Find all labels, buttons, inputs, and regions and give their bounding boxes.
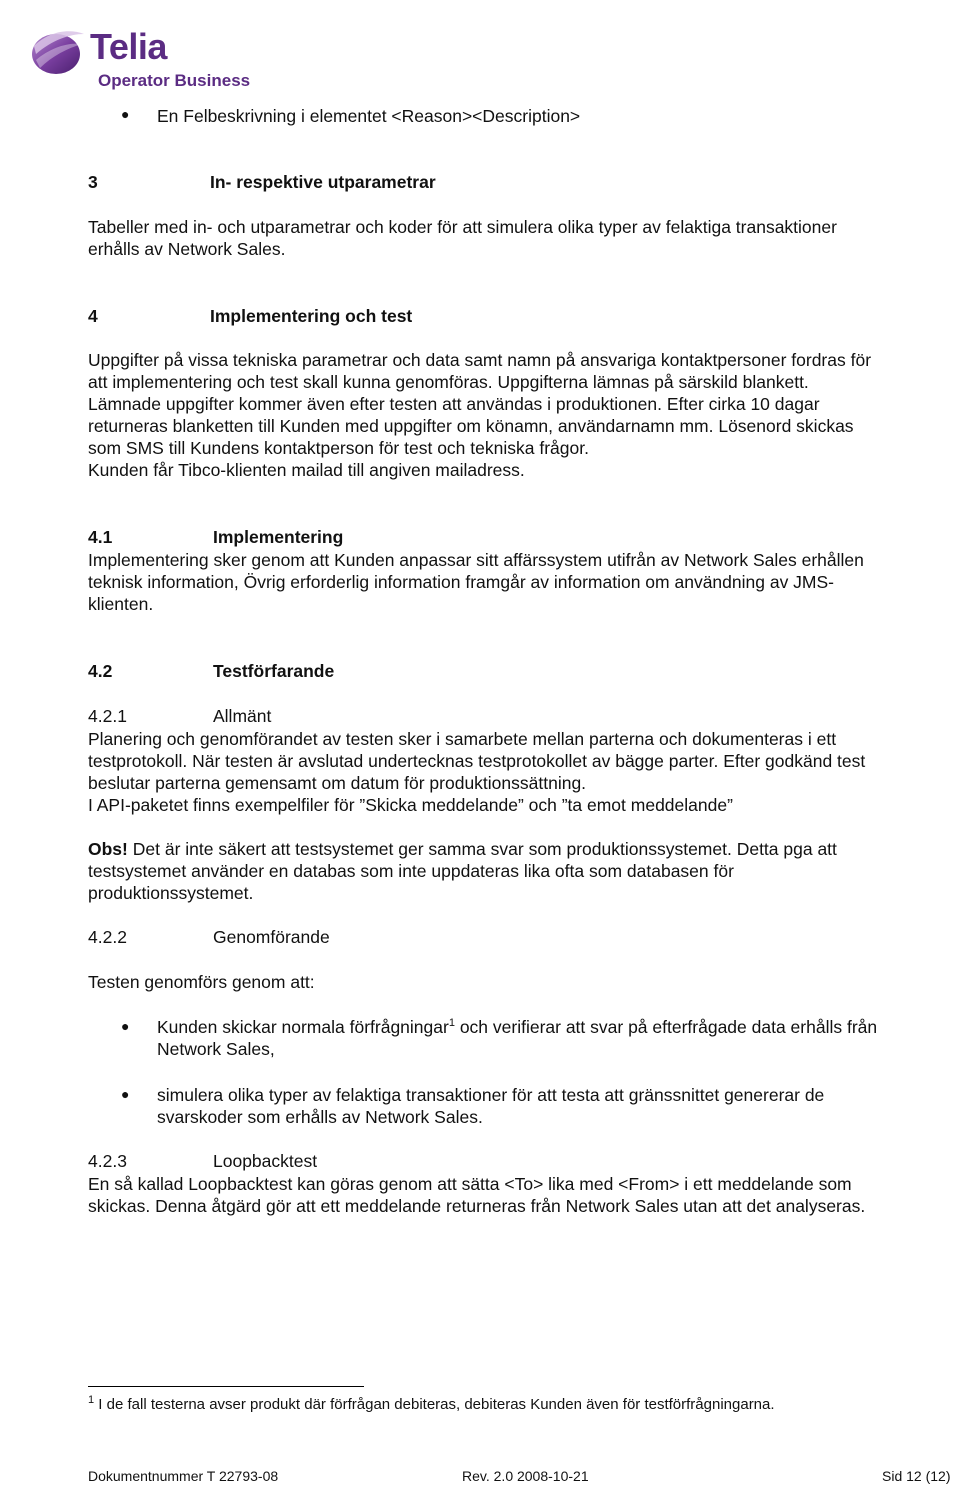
text-line: I API-paketet finns exempelfiler för ”Skicka meddelande” och ”ta emot meddelande” — [88, 795, 733, 815]
text-line: svarskoder som erhålls av Network Sales. — [157, 1107, 483, 1127]
brand-subtitle: Operator Business — [98, 71, 251, 90]
text-line: erhålls av Network Sales. — [88, 239, 286, 259]
text-line: En så kallad Loopbacktest kan göras genom att sätta <To> lika med <From> i ett meddelande som — [88, 1174, 852, 1194]
text-line: simulera olika typer av felaktiga transaktioner för att testa att gränssnittet genererar de — [157, 1085, 825, 1105]
brand-name: Telia — [90, 26, 167, 67]
text-line — [88, 838, 950, 860]
section-number: 3 — [88, 172, 98, 192]
section-title: Genomförande — [213, 927, 330, 947]
text-line: som SMS till Kundens kontaktperson för test och tekniska frågor. — [88, 438, 589, 458]
section-title: Implementering och test — [210, 306, 413, 326]
section-title: In- respektive utparametrar — [210, 172, 436, 192]
text-line: produktionssystemet. — [88, 883, 254, 903]
section-number: 4.2.1 — [88, 706, 127, 726]
section-title: Implementering — [213, 527, 344, 547]
list-item — [157, 1084, 952, 1128]
text-line: att implementering och test skall kunna genomföras. Uppgifterna lämnas på särskild blankett. — [88, 372, 809, 392]
telia-pebble-icon — [28, 20, 88, 82]
bullet-icon: ● — [121, 1086, 130, 1102]
text-run: och verifierar att svar på efterfrågade data erhålls från — [454, 1017, 878, 1037]
footnote — [88, 1396, 948, 1413]
section-number: 4.2.2 — [88, 927, 127, 947]
text-line: testprotokoll. När testen är avslutad undertecknas testprotokollet av bägge parter. Efter godkänd test — [88, 751, 866, 771]
footnote-divider — [88, 1386, 364, 1387]
text-run: Kunden skickar normala förfrågningar — [157, 1017, 449, 1037]
footnote-text: I de fall testerna avser produkt där förfrågan debiteras, debiteras Kunden även för testförfrågningarna. — [98, 1396, 775, 1413]
text-line: beslutar parterna gemensamt om datum för produktionssättning. — [88, 773, 587, 793]
footnote-mark: 1 — [88, 1394, 95, 1406]
section-title: Allmänt — [213, 706, 272, 726]
text-line: Implementering sker genom att Kunden anpassar sitt affärssystem utifrån av Network Sales erhållen — [88, 550, 864, 570]
paragraph — [88, 728, 950, 816]
page-number: Sid 12 (12) — [882, 1468, 951, 1484]
text-line — [157, 1016, 952, 1038]
revision: Rev. 2.0 2008-10-21 — [462, 1468, 589, 1484]
section-number: 4.2 — [88, 661, 113, 681]
section-number: 4.2.3 — [88, 1151, 127, 1171]
section-title: Testförfarande — [213, 661, 335, 681]
list-item: En Felbeskrivning i elementet <Reason><Description> — [157, 106, 581, 126]
text-line: Lämnade uppgifter kommer även efter testen att användas i produktionen. Efter cirka 10 dagar — [88, 394, 820, 414]
footnote-ref: 1 — [448, 1017, 455, 1030]
document-number: Dokumentnummer T 22793-08 — [88, 1468, 279, 1484]
section-title: Loopbacktest — [213, 1151, 318, 1171]
text-line: teknisk information, Övrig erforderlig information framgår av information om användning av JMS- — [88, 572, 835, 592]
text-line: Network Sales, — [157, 1039, 275, 1059]
obs-text: Det är inte säkert att testsystemet ger samma svar som produktionssystemet. Detta pga att — [127, 839, 837, 859]
paragraph — [88, 216, 950, 260]
text-line: testsystemet använder en databas som inte uppdateras lika ofta som databasen för — [88, 861, 734, 881]
text-line: Tabeller med in- och utparametrar och koder för att simulera olika typer av felaktiga transaktioner — [88, 217, 837, 237]
section-number: 4 — [88, 306, 98, 326]
telia-logo — [28, 18, 268, 98]
text-line: Kunden får Tibco-klienten mailad till angiven mailadress. — [88, 460, 525, 480]
bullet-icon: ● — [121, 1018, 130, 1034]
paragraph — [88, 349, 950, 481]
text-line: skickas. Denna åtgärd gör att ett meddelande returneras från Network Sales utan att det analyseras. — [88, 1196, 866, 1216]
section-number: 4.1 — [88, 527, 113, 547]
list-item — [157, 1016, 952, 1060]
obs-note — [88, 838, 950, 904]
paragraph — [88, 549, 950, 615]
obs-label: Obs! — [88, 839, 128, 859]
paragraph: Testen genomförs genom att: — [88, 972, 315, 992]
text-line: Uppgifter på vissa tekniska parametrar och data samt namn på ansvariga kontaktpersoner fordras för — [88, 350, 872, 370]
bullet-icon: ● — [121, 106, 130, 122]
text-line: returneras blanketten till Kunden med uppgifter om könamn, användarnamn mm. Lösenord skickas — [88, 416, 854, 436]
paragraph — [88, 1173, 950, 1217]
text-line: klienten. — [88, 594, 154, 614]
text-line: Planering och genomförandet av testen sker i samarbete mellan parterna och dokumenteras i ett — [88, 729, 837, 749]
